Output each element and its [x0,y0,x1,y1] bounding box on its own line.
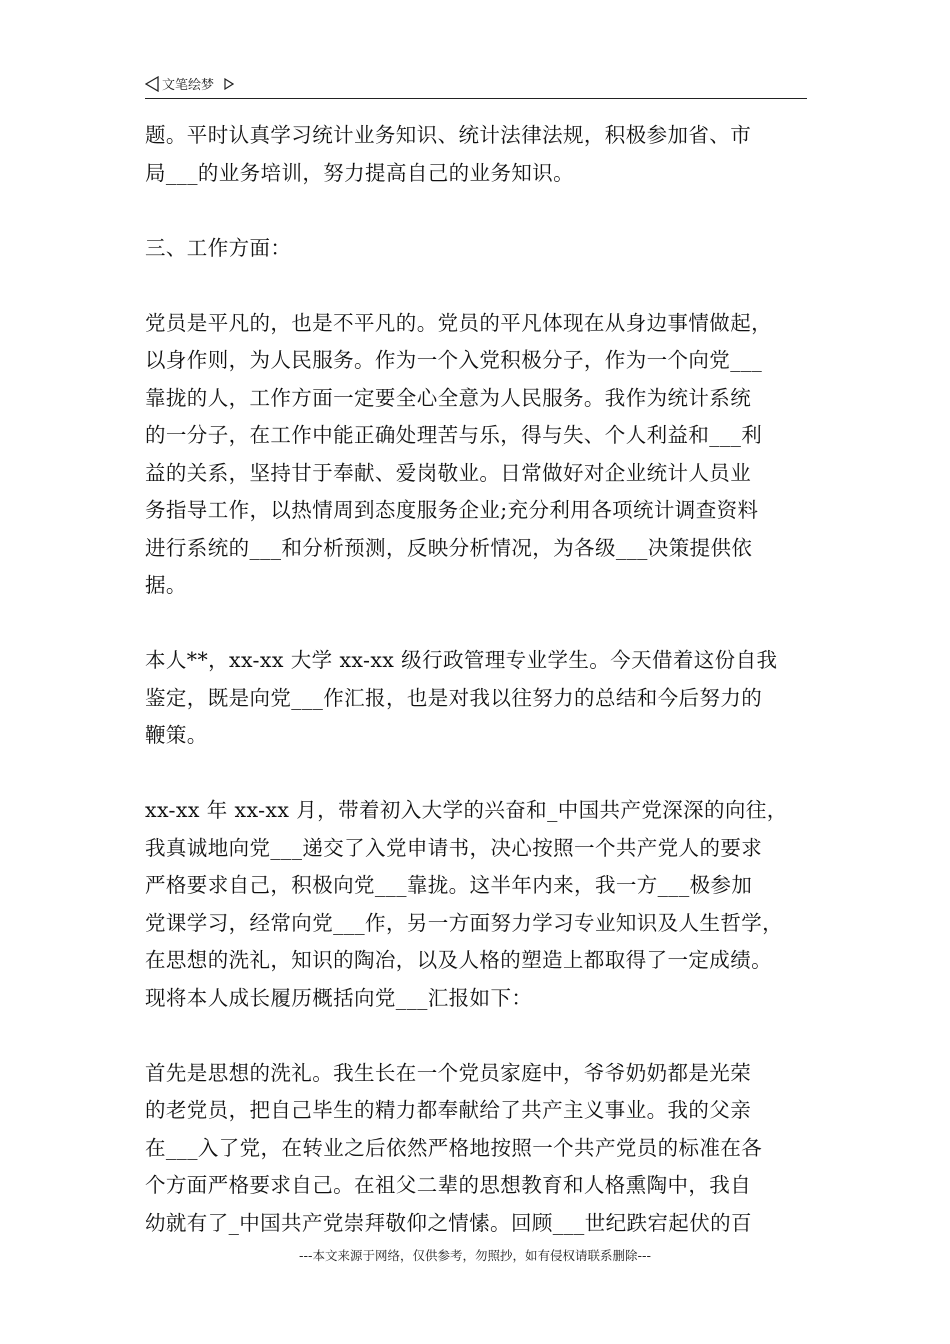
paragraph-gap [145,192,810,230]
text-line: 首先是思想的洗礼。我生长在一个党员家庭中，爷爷奶奶都是光荣 [145,1060,752,1085]
paragraph [145,792,810,1017]
page-header [145,70,807,99]
paragraph [145,642,810,755]
header-title: 文笔绘梦 [162,78,215,93]
text-line: 在___入了党，在转业之后依然严格地按照一个共产党员的标准在各 [145,1135,763,1160]
text-line: 鉴定，既是向党___作汇报，也是对我以往努力的总结和今后努力的 [145,685,763,710]
left-triangle-icon [145,76,159,92]
paragraph-gap [145,605,810,643]
paragraph [145,305,810,605]
paragraph-gap [145,1017,810,1055]
text-line: 个方面严格要求自己。在祖父二辈的思想教育和人格熏陶中，我自 [145,1173,752,1197]
text-line: 靠拢的人，工作方面一定要全心全意为人民服务。我作为统计系统 [145,385,752,410]
text-line: 鞭策。 [145,723,208,747]
text-line: 在思想的洗礼，知识的陶冶，以及人格的塑造上都取得了一定成绩。 [145,948,772,972]
text-line: 的老党员，把自己毕生的精力都奉献给了共产主义事业。我的父亲 [145,1098,752,1122]
paragraph [145,1055,810,1243]
text-line: 据。 [145,573,187,597]
text-line: 务指导工作，以热情周到态度服务企业;充分利用各项统计调查资料 [145,498,759,522]
text-line: 以身作则，为人民服务。作为一个入党积极分子，作为一个向党___ [145,348,763,372]
paragraph [145,117,810,192]
text-line: 益的关系，坚持甘于奉献、爱岗敬业。日常做好对企业统计人员业 [145,460,752,485]
text-line: 三、工作方面： [145,235,292,260]
text-line: xx-xx 年 xx-xx 月，带着初入大学的兴奋和_中国共产党深深的向往， [145,798,788,822]
paragraph-gap [145,755,810,793]
header-brand [145,74,234,93]
document-body [145,117,810,1242]
text-line: 本人**，xx-xx 大学 xx-xx 级行政管理专业学生。今天借着这份自我 [145,648,778,672]
text-line: 现将本人成长履历概括向党___汇报如下： [145,985,533,1010]
right-triangle-icon [224,78,234,90]
text-line: 严格要求自己，积极向党___靠拢。这半年内来，我一方___极参加 [145,873,753,897]
text-line: 的一分子，在工作中能正确处理苦与乐，得与失、个人利益和___利 [145,423,763,447]
text-line: 我真诚地向党___递交了入党申请书，决心按照一个共产党人的要求 [145,835,763,860]
paragraph-gap [145,267,810,305]
footer-disclaimer: ---本文来源于网络，仅供参考，勿照抄，如有侵权请联系删除--- [298,1248,652,1263]
text-line: 局___的业务培训，努力提高自己的业务知识。 [145,160,575,185]
paragraph [145,230,810,268]
text-line: 进行系统的___和分析预测，反映分析情况，为各级___决策提供依 [145,535,753,560]
text-line: 党课学习，经常向党___作，另一方面努力学习专业知识及人生哲学， [145,910,784,935]
text-line: 幼就有了_中国共产党崇拜敬仰之情愫。回顾___世纪跌宕起伏的百 [145,1210,752,1235]
text-line: 党员是平凡的，也是不平凡的。党员的平凡体现在从身边事情做起， [145,310,772,335]
text-line: 题。平时认真学习统计业务知识、统计法律法规，积极参加省、市 [145,123,752,147]
